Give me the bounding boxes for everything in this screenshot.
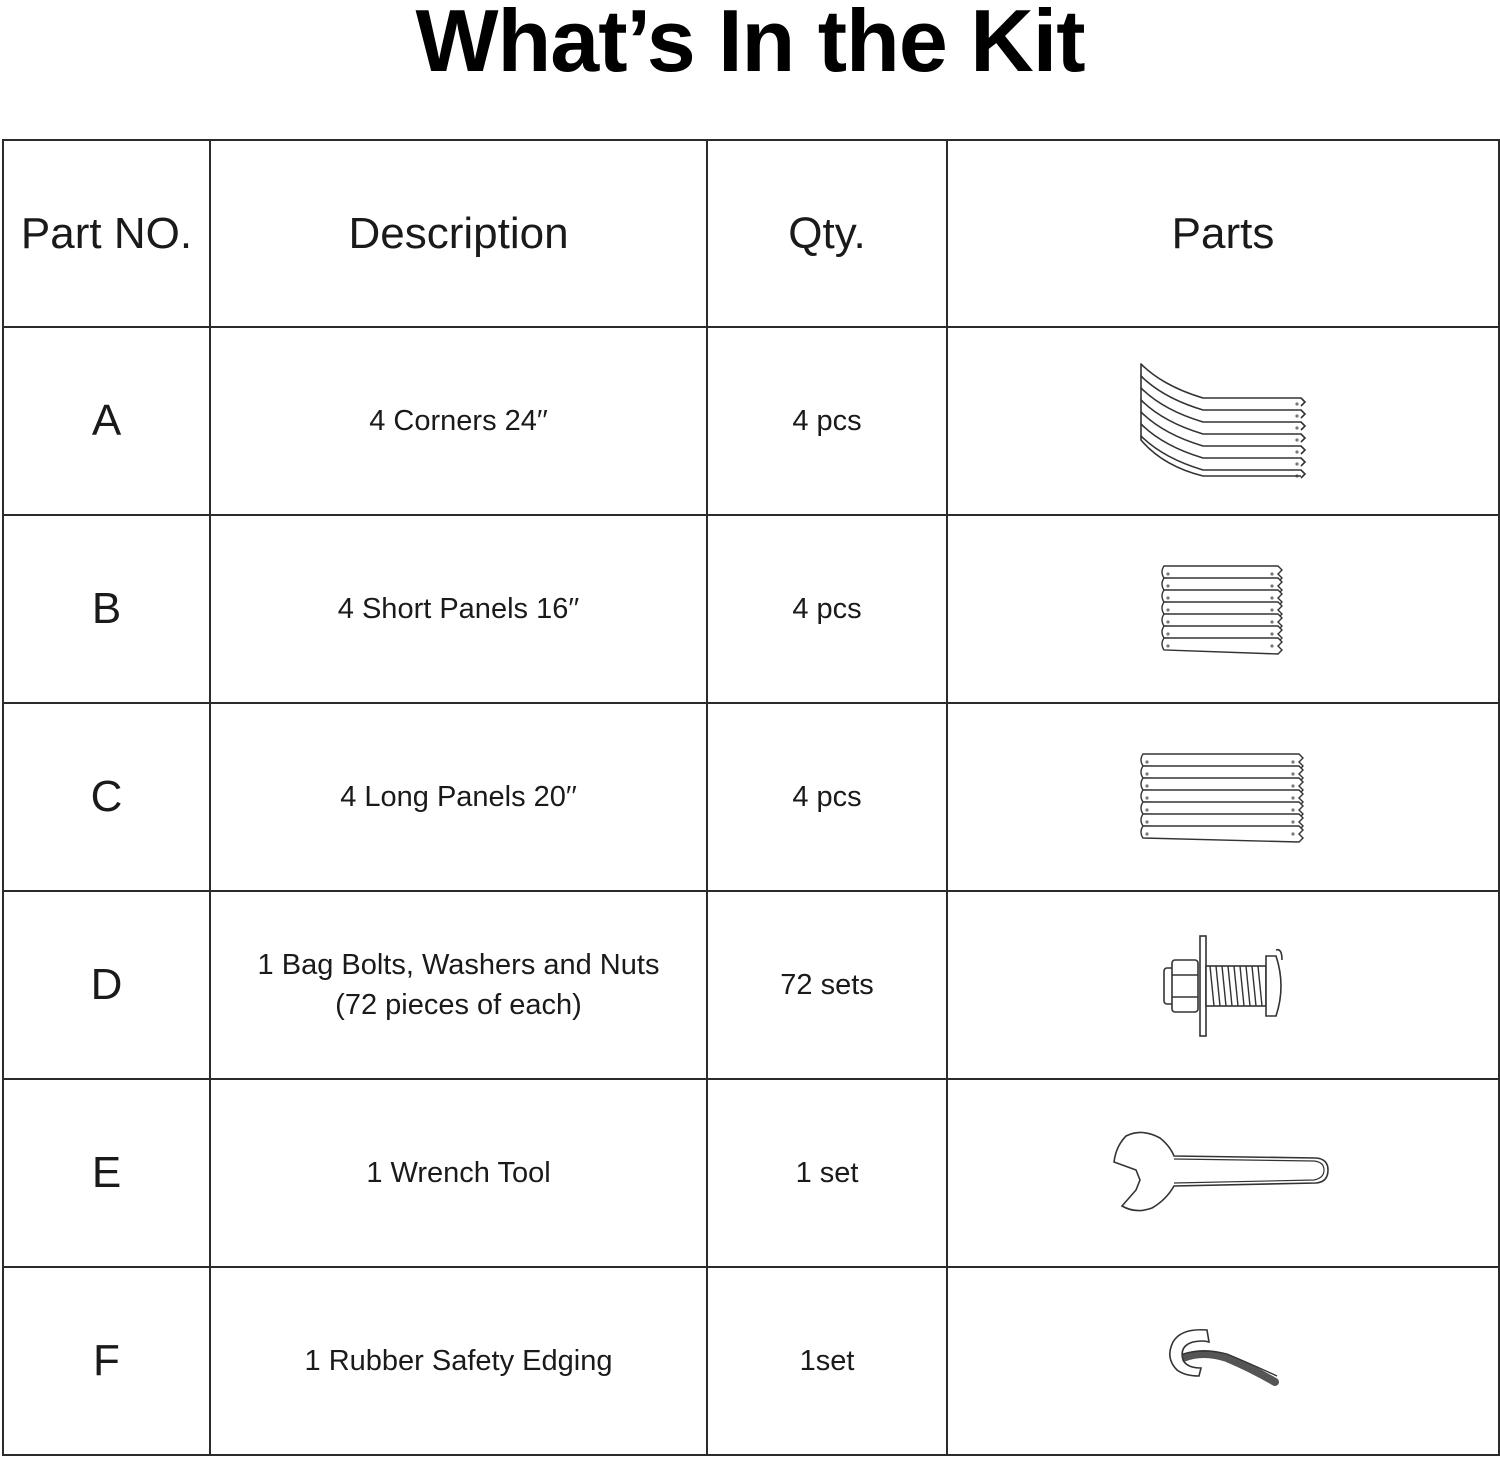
page-title: What’s In the Kit — [415, 0, 1085, 90]
part-image-cell — [947, 891, 1499, 1079]
table-row — [3, 891, 1499, 1079]
wrench-icon — [1108, 1128, 1338, 1218]
part-number: C — [3, 703, 210, 891]
part-description-line: (72 pieces of each) — [335, 989, 582, 1021]
part-description: 1 Rubber Safety Edging — [210, 1267, 707, 1455]
part-description: 4 Corners 24′′ — [210, 327, 707, 515]
part-quantity: 72 sets — [707, 891, 947, 1079]
part-image-cell — [947, 515, 1499, 703]
short-panels-icon — [1158, 562, 1288, 657]
part-number: F — [3, 1267, 210, 1455]
part-description: 1 Wrench Tool — [210, 1079, 707, 1267]
part-description-line: 1 Bag Bolts, Washers and Nuts — [257, 949, 660, 981]
bolt-nut-icon — [1158, 930, 1288, 1040]
part-number: E — [3, 1079, 210, 1267]
part-image-cell — [947, 327, 1499, 515]
table-row — [3, 327, 1499, 515]
part-quantity: 1set — [707, 1267, 947, 1455]
part-description: 4 Long Panels 20′′ — [210, 703, 707, 891]
table-row — [3, 515, 1499, 703]
header-qty: Qty. — [707, 140, 947, 327]
part-image-cell — [947, 1267, 1499, 1455]
table-row — [3, 703, 1499, 891]
long-panels-icon — [1137, 750, 1309, 845]
part-number: A — [3, 327, 210, 515]
header-part-no: Part NO. — [3, 140, 210, 327]
part-image-cell — [947, 703, 1499, 891]
part-number: D — [3, 891, 210, 1079]
rubber-edging-icon — [1163, 1324, 1283, 1399]
part-number: B — [3, 515, 210, 703]
table-row — [3, 1079, 1499, 1267]
kit-table — [2, 139, 1500, 1456]
header-parts: Parts — [947, 140, 1499, 327]
part-description: 4 Short Panels 16′′ — [210, 515, 707, 703]
part-quantity: 4 pcs — [707, 327, 947, 515]
table-row — [3, 1267, 1499, 1455]
part-quantity: 4 pcs — [707, 515, 947, 703]
part-quantity: 4 pcs — [707, 703, 947, 891]
part-quantity: 1 set — [707, 1079, 947, 1267]
corner-panels-icon — [1133, 356, 1313, 486]
header-description: Description — [210, 140, 707, 327]
part-image-cell — [947, 1079, 1499, 1267]
table-header-row — [3, 140, 1499, 327]
part-description — [210, 891, 707, 1079]
